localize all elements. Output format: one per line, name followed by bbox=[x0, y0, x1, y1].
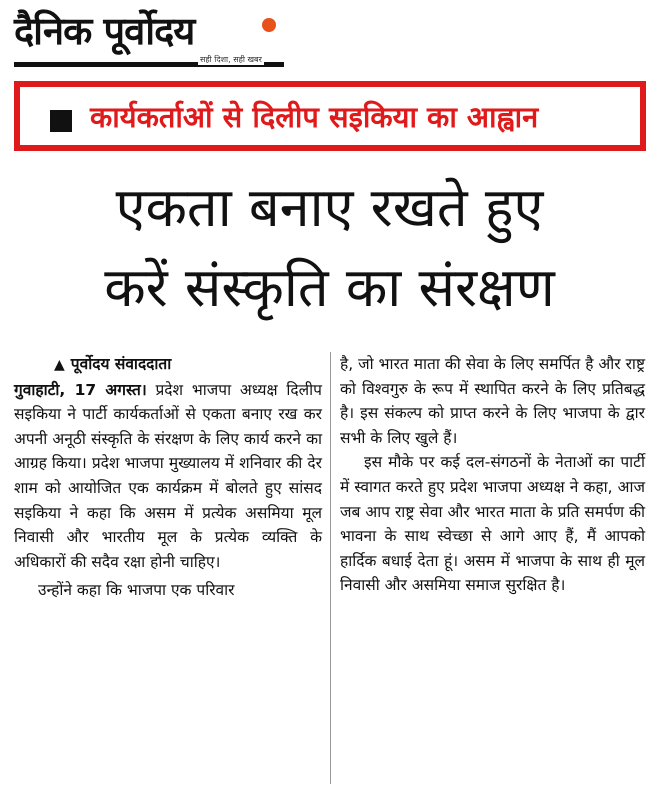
paragraph: है, जो भारत माता की सेवा के लिए समर्पित है और राष्ट्र को विश्वगुरु के रूप में स्थापित करने के लिए प्रतिबद्ध है। इस संकल्प को प्राप्त करने के लिए भाजपा के द्वार सभी के लिए खुले हैं। bbox=[340, 355, 645, 447]
masthead-tagline: सही दिशा, सही खबर bbox=[200, 55, 262, 64]
kicker-text: कार्यकर्ताओं से दिलीप सइकिया का आह्वान bbox=[90, 100, 539, 134]
square-bullet-icon bbox=[50, 110, 72, 132]
column-divider bbox=[330, 352, 331, 784]
byline-text: पूर्वोदय संवाददाता bbox=[70, 355, 172, 373]
triangle-bullet-icon: ▲ bbox=[54, 357, 65, 373]
kicker-banner-inner bbox=[20, 87, 640, 145]
dateline: गुवाहाटी, 17 अगस्त। bbox=[14, 380, 147, 399]
headline-line-2: करें संस्कृति का संरक्षण bbox=[104, 256, 555, 319]
article-column-2 bbox=[340, 352, 645, 598]
masthead bbox=[14, 4, 284, 72]
paragraph-text: प्रदेश भाजपा अध्यक्ष दिलीप सइकिया ने पार्टी कार्यकर्ताओं से एकता बनाए रख कर अपनी अनूठी संस्कृति के संरक्षण के लिए कार्य करने का आग्रह किया। प्रदेश भाजपा मुख्यालय में शनिवार की देर शाम को आयोजित एक कार्यक्रम में बोलते हुए सांसद सइकिया ने कहा कि असम में प्रत्येक असमिया मूल निवासी और भारतीय मूल के प्रत्येक व्यक्ति के अधिकारों की सदैव रक्षा होनी चाहिए। bbox=[14, 380, 322, 571]
logo-dot-icon bbox=[262, 18, 276, 32]
paragraph bbox=[14, 378, 322, 575]
masthead-title: दैनिक पूर्वोदय bbox=[14, 9, 195, 53]
headline-line-1: एकता बनाए रखते हुए bbox=[115, 176, 544, 239]
paragraph: उन्होंने कहा कि भाजपा एक परिवार bbox=[38, 581, 235, 600]
kicker-banner bbox=[14, 81, 646, 151]
byline bbox=[14, 352, 322, 378]
paragraph: इस मौके पर कई दल-संगठनों के नेताओं का पार्टी में स्वागत करते हुए प्रदेश भाजपा अध्यक्ष ने कहा, आज जब आप राष्ट्र सेवा और भारत माता के प्रति समर्पण की भावना के साथ स्वेच्छा से आगे आए हैं, मैं आपको हार्दिक बधाई देता हूं। असम में भाजपा के साथ ही मूल निवासी और असमिया समाज सुरक्षित है। bbox=[340, 453, 645, 595]
article-column-1 bbox=[14, 352, 322, 603]
